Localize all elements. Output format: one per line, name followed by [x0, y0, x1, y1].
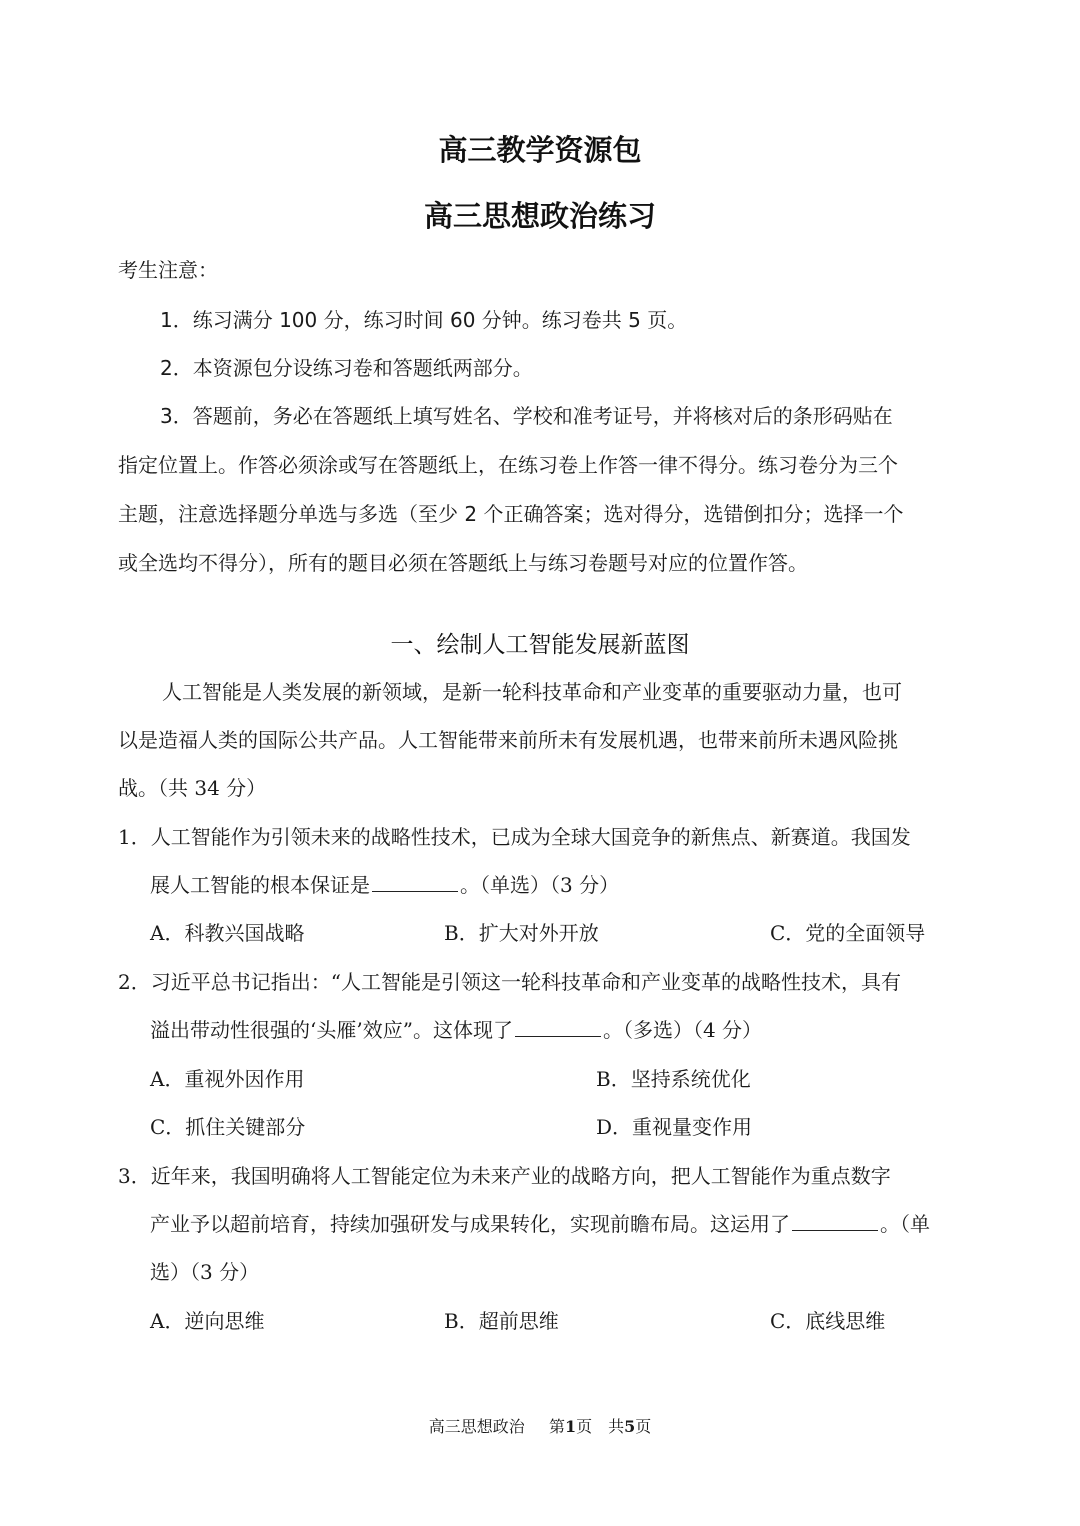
page-subtitle: 高三思想政治练习 — [423, 199, 656, 233]
question-3-line-1 — [118, 1152, 891, 1200]
notice-item-3-line-1: 3．答题前，务必在答题纸上填写姓名、学校和准考证号，并将核对后的条形码贴在 — [160, 404, 893, 428]
notice-label: 考生注意： — [118, 258, 218, 282]
footer-page-prefix: 第 — [548, 1417, 565, 1436]
page-title: 高三教学资源包 — [438, 133, 642, 167]
answer-blank — [792, 1212, 878, 1231]
page-footer — [0, 1414, 1080, 1437]
answer-blank — [372, 873, 458, 892]
question-2-option-b: B．坚持系统优化 — [596, 1067, 751, 1091]
question-number: 2． — [118, 970, 151, 994]
notice-item-3-line-3: 主题，注意选择题分单选与多选（至少 2 个正确答案；选对得分，选错倒扣分；选择一个 — [118, 502, 904, 526]
question-text: 。（多选）（4 分） — [602, 1018, 763, 1042]
question-2-line-1 — [118, 958, 901, 1006]
section-intro-line-3: 战。（共 34 分） — [118, 776, 267, 800]
footer-page-suffix: 页 — [635, 1417, 652, 1436]
footer-page-number: 1 — [564, 1417, 577, 1436]
footer-page-total: 5 — [624, 1417, 636, 1436]
question-number: 3． — [118, 1164, 151, 1188]
question-2-option-c: C．抓住关键部分 — [150, 1115, 306, 1139]
question-text: 。（单选）（3 分） — [460, 873, 620, 897]
question-3-option-b: B．超前思维 — [444, 1309, 559, 1333]
question-text: 溢出带动性很强的‘头雁’效应”。这体现了 — [150, 1018, 513, 1042]
section-intro-line-2: 以是造福人类的国际公共产品。人工智能带来前所未有发展机遇，也带来前所未遇风险挑 — [118, 728, 898, 752]
question-text: 。（单 — [880, 1212, 930, 1236]
notice-item-3-line-4: 或全选均不得分），所有的题目必须在答题纸上与练习卷题号对应的位置作答。 — [118, 551, 808, 575]
question-text: 展人工智能的根本保证是 — [150, 873, 370, 897]
question-3-line-2 — [150, 1200, 930, 1248]
question-3-option-c: C．底线思维 — [770, 1309, 886, 1333]
question-2-option-d: D．重视量变作用 — [596, 1115, 753, 1139]
question-text: 产业予以超前培育，持续加强研发与成果转化，实现前瞻布局。这运用了 — [150, 1212, 790, 1236]
footer-subject: 高三思想政治 — [428, 1417, 525, 1436]
notice-item-1: 1．练习满分 100 分，练习时间 60 分钟。练习卷共 5 页。 — [160, 308, 688, 332]
question-2-line-2 — [150, 1006, 762, 1054]
question-1-option-b: B．扩大对外开放 — [444, 921, 599, 945]
question-1-line-2 — [150, 861, 619, 909]
question-text: 近年来，我国明确将人工智能定位为未来产业的战略方向，把人工智能作为重点数字 — [150, 1164, 891, 1188]
footer-page-mid: 页 共 — [576, 1417, 625, 1436]
notice-item-3-line-2: 指定位置上。作答必须涂或写在答题纸上，在练习卷上作答一律不得分。练习卷分为三个 — [118, 453, 898, 477]
section-heading: 一、绘制人工智能发展新蓝图 — [390, 632, 690, 658]
answer-blank — [515, 1018, 601, 1037]
question-2-option-a: A．重视外因作用 — [150, 1067, 305, 1091]
question-1-option-c: C．党的全面领导 — [770, 921, 926, 945]
question-number: 1． — [118, 825, 151, 849]
question-1-option-a: A．科教兴国战略 — [150, 921, 305, 945]
question-3-line-3: 选）（3 分） — [150, 1260, 260, 1284]
notice-item-2: 2．本资源包分设练习卷和答题纸两部分。 — [160, 356, 533, 380]
section-intro-line-1: 人工智能是人类发展的新领域，是新一轮科技革命和产业变革的重要驱动力量，也可 — [162, 680, 902, 704]
question-text: 习近平总书记指出：“人工智能是引领这一轮科技革命和产业变革的战略性技术，具有 — [150, 970, 901, 994]
question-1-line-1 — [118, 813, 911, 861]
question-3-option-a: A．逆向思维 — [150, 1309, 265, 1333]
question-text: 人工智能作为引领未来的战略性技术，已成为全球大国竞争的新焦点、新赛道。我国发 — [150, 825, 911, 849]
